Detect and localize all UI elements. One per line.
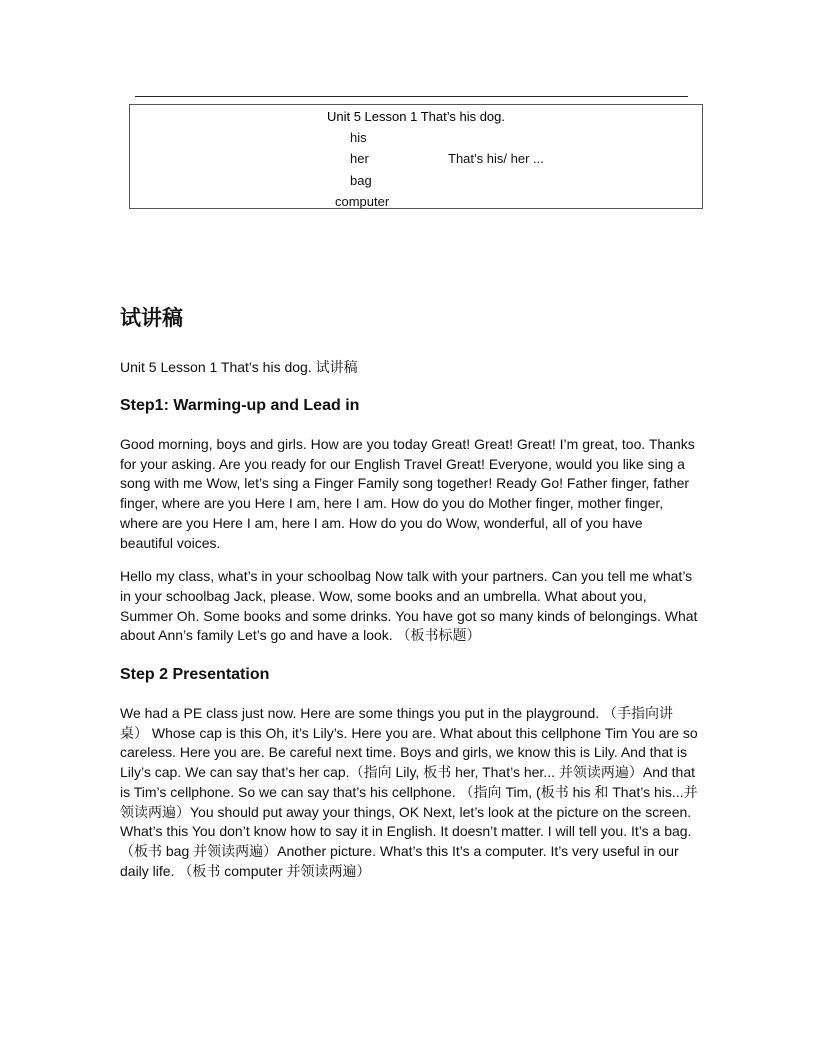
header-rule <box>135 96 688 97</box>
document-title: 试讲稿 <box>120 306 183 330</box>
box-title: Unit 5 Lesson 1 That’s his dog. <box>326 109 506 124</box>
step1-paragraph-2: Hello my class, what’s in your schoolbag Now talk with your partners. Can you tell me what’s in your schoolbag Jack, please. Wow, some books and an umbrella. What about you, Summer Oh. Some books and some drinks. You have got so many kinds of belongings. What about Ann’s family Let’s go and have a look. （板书标题） <box>120 568 698 644</box>
step1-heading: Step1: Warming-up and Lead in <box>120 397 360 414</box>
box-word-computer: computer <box>335 194 390 209</box>
document-body <box>120 300 698 881</box>
step2-heading: Step 2 Presentation <box>120 666 270 684</box>
document-subtitle: Unit 5 Lesson 1 That’s his dog. 试讲稿 <box>120 359 358 375</box>
blackboard-design-box <box>129 104 703 209</box>
box-word-her: her <box>350 151 369 166</box>
box-word-bag: bag <box>350 173 372 188</box>
box-sentence-pattern: That’s his/ her ... <box>448 151 544 166</box>
box-word-his: his <box>350 130 367 145</box>
step2-paragraph-1: We had a PE class just now. Here are some things you put in the playground. （手指向讲桌） Whose cap is this Oh, it’s Lily’s. Here you are. What about this cellphone Tim You are so careless. Here you are. Be careful next time. Boys and girls, we know this is Lily. And that is Lily’s cap. We can say that’s her cap.（指向 Lily, 板书 her, That’s her... 并领读两遍）And that is Tim’s cellphone. So we can say that’s his cellphone. （指向 Tim, (板书 his 和 That’s his...并领读两遍）You should put away your things, OK Next, let’s look at the picture on the screen. What’s this You don’t know how to say it in English. It doesn’t matter. I will tell you. It’s a bag. （板书 bag 并领读两遍）Another picture. What’s this It’s a computer. It’s very useful in our daily life. （板书 computer 并领读两遍） <box>120 705 698 879</box>
step1-paragraph-1: Good morning, boys and girls. How are you today Great! Great! Great! I’m great, too. Thanks for your asking. Are you ready for our English Travel Great! Everyone, would you like sing a song with me Wow, let’s sing a Finger Family song together! Ready Go! Father finger, father finger, where are you Here I am, here I am. How do you do Mother finger, mother finger, where are you Here I am, here I am. How do you do Wow, wonderful, all of you have beautiful voices. <box>120 436 695 551</box>
